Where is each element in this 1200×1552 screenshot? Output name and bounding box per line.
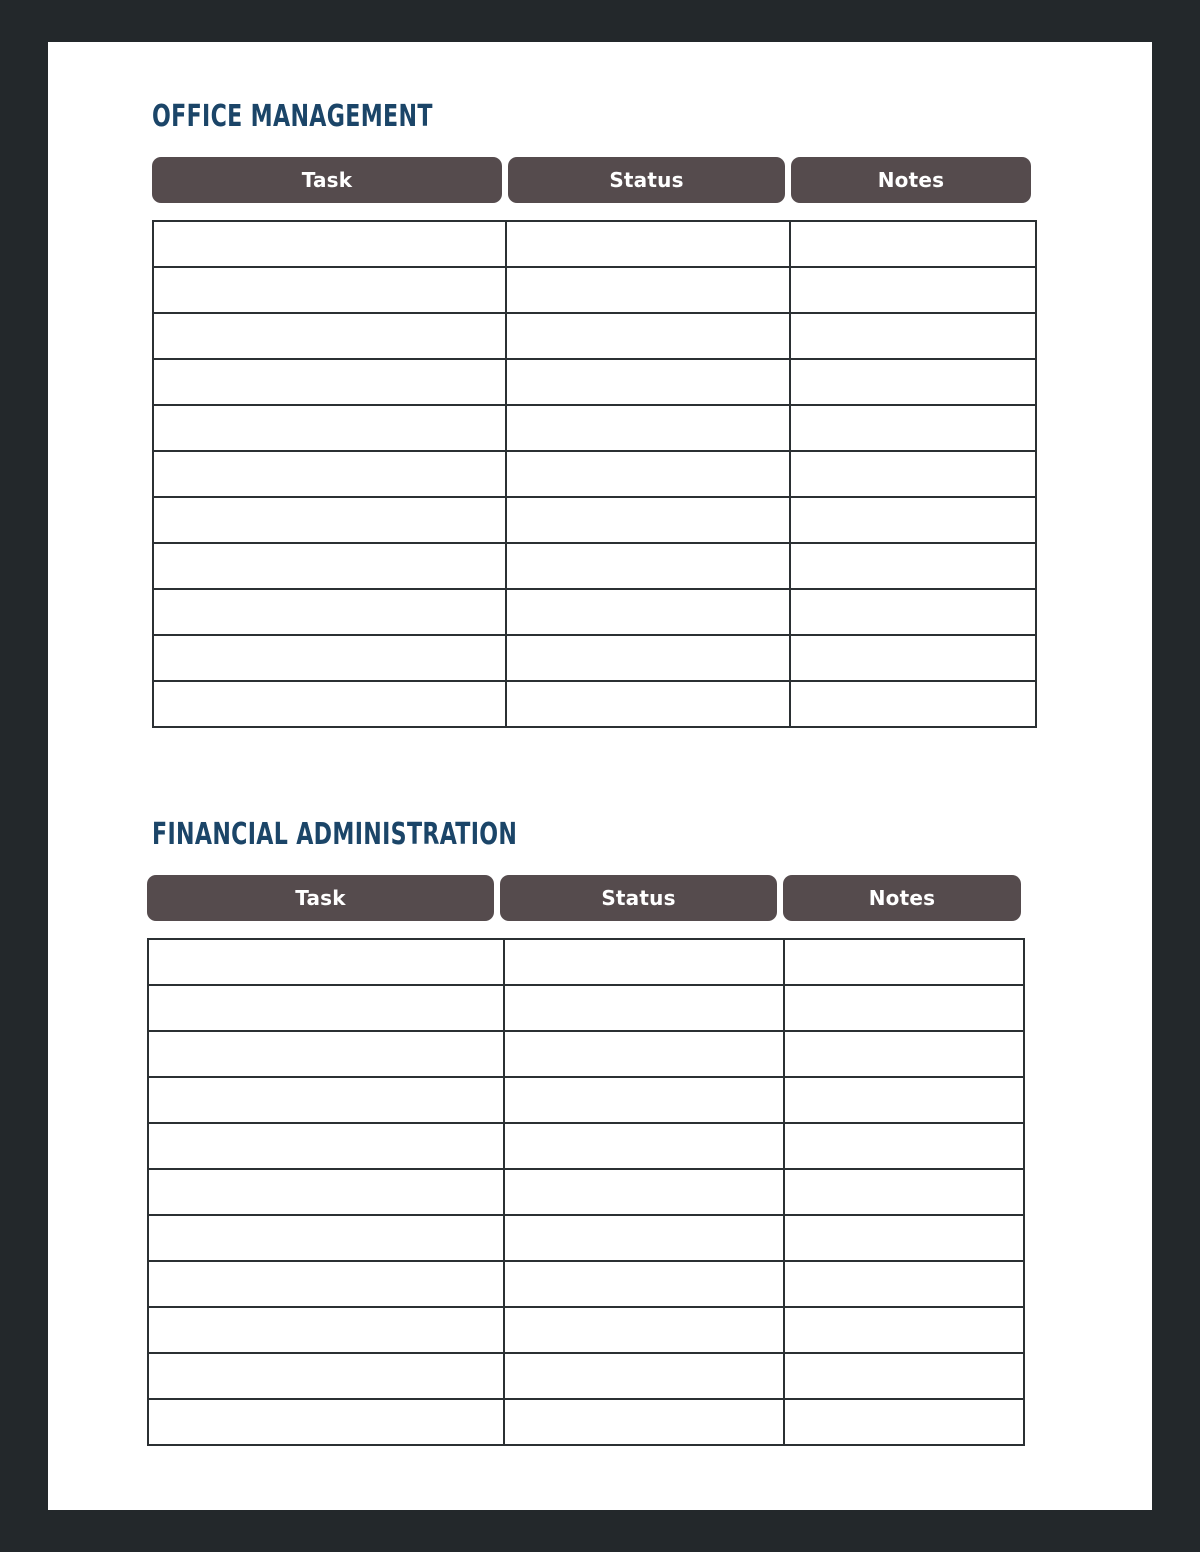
cell-task[interactable]	[153, 497, 506, 543]
cell-status[interactable]	[504, 985, 784, 1031]
cell-notes[interactable]	[790, 267, 1036, 313]
cell-task[interactable]	[153, 267, 506, 313]
table-row	[148, 1353, 1024, 1399]
column-header-notes[interactable]	[783, 875, 1021, 921]
column-header-status[interactable]	[508, 157, 785, 203]
cell-status[interactable]	[504, 1215, 784, 1261]
cell-status[interactable]	[504, 1169, 784, 1215]
cell-notes[interactable]	[784, 939, 1024, 985]
table-office-management	[152, 220, 1037, 728]
cell-task[interactable]	[148, 1169, 504, 1215]
cell-status[interactable]	[506, 543, 790, 589]
table-row	[153, 451, 1036, 497]
column-header-notes-label: Notes	[877, 168, 945, 192]
cell-task[interactable]	[153, 221, 506, 267]
cell-status[interactable]	[506, 451, 790, 497]
cell-status[interactable]	[504, 1307, 784, 1353]
table-header-office-management	[152, 157, 1031, 203]
cell-notes[interactable]	[790, 543, 1036, 589]
cell-status[interactable]	[504, 939, 784, 985]
cell-notes[interactable]	[790, 589, 1036, 635]
table-row	[148, 1123, 1024, 1169]
cell-task[interactable]	[148, 1353, 504, 1399]
cell-task[interactable]	[148, 1031, 504, 1077]
table-body-financial-administration	[148, 939, 1024, 1445]
column-header-task-label: Task	[295, 886, 346, 910]
cell-task[interactable]	[153, 635, 506, 681]
cell-task[interactable]	[153, 405, 506, 451]
table-row	[153, 359, 1036, 405]
column-header-status-label: Status	[609, 168, 684, 192]
table-row	[153, 589, 1036, 635]
cell-status[interactable]	[504, 1031, 784, 1077]
table-row	[148, 1399, 1024, 1445]
cell-status[interactable]	[506, 635, 790, 681]
cell-task[interactable]	[153, 313, 506, 359]
cell-status[interactable]	[506, 267, 790, 313]
cell-notes[interactable]	[784, 1399, 1024, 1445]
table-row	[148, 939, 1024, 985]
cell-notes[interactable]	[790, 451, 1036, 497]
table-row	[153, 313, 1036, 359]
column-header-notes-label: Notes	[868, 886, 936, 910]
cell-task[interactable]	[148, 1261, 504, 1307]
cell-status[interactable]	[504, 1123, 784, 1169]
table-row	[148, 1031, 1024, 1077]
cell-notes[interactable]	[790, 359, 1036, 405]
column-header-status-label: Status	[601, 886, 676, 910]
cell-status[interactable]	[504, 1261, 784, 1307]
cell-notes[interactable]	[790, 497, 1036, 543]
cell-task[interactable]	[148, 1077, 504, 1123]
table-row	[148, 985, 1024, 1031]
cell-notes[interactable]	[784, 1353, 1024, 1399]
cell-task[interactable]	[153, 451, 506, 497]
table-row	[153, 543, 1036, 589]
cell-status[interactable]	[506, 359, 790, 405]
cell-task[interactable]	[148, 1123, 504, 1169]
table-row	[153, 221, 1036, 267]
table-row	[148, 1077, 1024, 1123]
cell-notes[interactable]	[784, 1031, 1024, 1077]
cell-task[interactable]	[148, 985, 504, 1031]
document-sheet	[48, 42, 1152, 1510]
table-row	[153, 267, 1036, 313]
column-header-task-label: Task	[301, 168, 353, 192]
cell-notes[interactable]	[784, 1077, 1024, 1123]
table-row	[148, 1261, 1024, 1307]
cell-task[interactable]	[153, 589, 506, 635]
table-row	[153, 681, 1036, 727]
cell-status[interactable]	[504, 1353, 784, 1399]
section-title-financial-administration: FINANCIAL ADMINISTRATION	[152, 817, 518, 852]
cell-status[interactable]	[506, 405, 790, 451]
table-row	[148, 1215, 1024, 1261]
column-header-task[interactable]	[147, 875, 494, 921]
column-header-task[interactable]	[152, 157, 502, 203]
cell-notes[interactable]	[784, 1307, 1024, 1353]
table-row	[148, 1307, 1024, 1353]
cell-notes[interactable]	[784, 985, 1024, 1031]
cell-notes[interactable]	[784, 1261, 1024, 1307]
cell-task[interactable]	[153, 359, 506, 405]
column-header-status[interactable]	[500, 875, 777, 921]
cell-status[interactable]	[506, 589, 790, 635]
cell-status[interactable]	[504, 1077, 784, 1123]
cell-notes[interactable]	[784, 1123, 1024, 1169]
cell-task[interactable]	[148, 1399, 504, 1445]
cell-task[interactable]	[148, 939, 504, 985]
cell-notes[interactable]	[790, 681, 1036, 727]
cell-status[interactable]	[504, 1399, 784, 1445]
cell-status[interactable]	[506, 497, 790, 543]
table-row	[153, 405, 1036, 451]
cell-task[interactable]	[153, 543, 506, 589]
cell-notes[interactable]	[790, 221, 1036, 267]
table-row	[153, 497, 1036, 543]
cell-task[interactable]	[148, 1307, 504, 1353]
table-body-office-management	[153, 221, 1036, 727]
cell-task[interactable]	[153, 681, 506, 727]
cell-status[interactable]	[506, 681, 790, 727]
table-row	[153, 635, 1036, 681]
cell-notes[interactable]	[784, 1169, 1024, 1215]
table-financial-administration	[147, 938, 1025, 1446]
table-row	[148, 1169, 1024, 1215]
column-header-notes[interactable]	[791, 157, 1031, 203]
table-header-financial-administration	[147, 875, 1021, 921]
cell-notes[interactable]	[784, 1215, 1024, 1261]
cell-status[interactable]	[506, 221, 790, 267]
cell-notes[interactable]	[790, 405, 1036, 451]
section-title-office-management: OFFICE MANAGEMENT	[152, 99, 433, 134]
cell-notes[interactable]	[790, 635, 1036, 681]
cell-notes[interactable]	[790, 313, 1036, 359]
cell-task[interactable]	[148, 1215, 504, 1261]
cell-status[interactable]	[506, 313, 790, 359]
